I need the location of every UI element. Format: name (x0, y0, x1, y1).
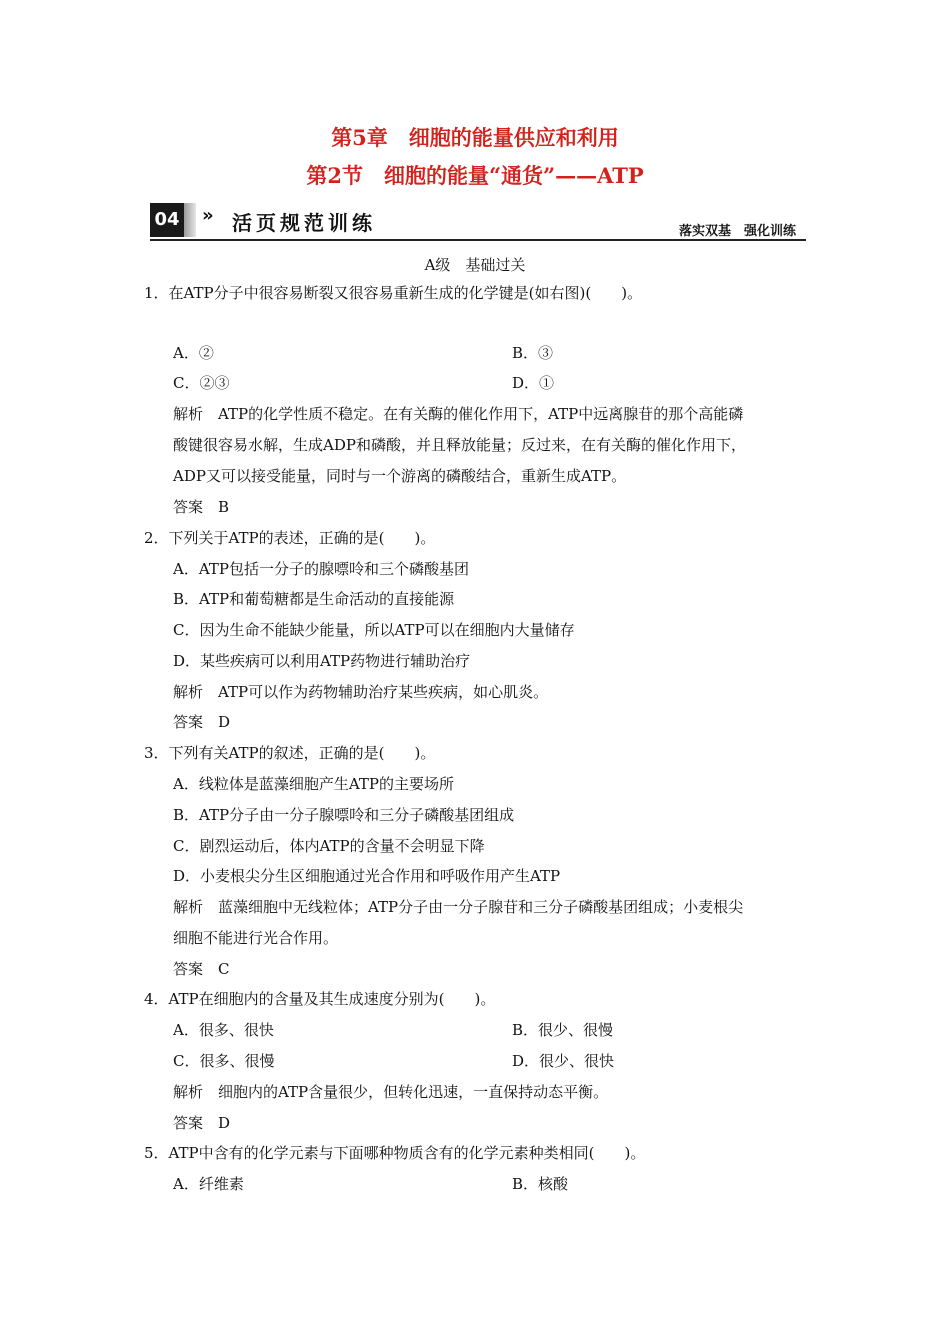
analysis-line: 细胞不能进行光合作用。 (173, 929, 339, 947)
option-a: A．很多、很快 (173, 1021, 274, 1039)
section-number-badge: 04 (150, 203, 184, 237)
option-a: A．ATP包括一分子的腺嘌呤和三个磷酸基团 (173, 560, 469, 578)
question-stem: 5．ATP中含有的化学元素与下面哪种物质含有的化学元素种类相同( )。 (144, 1144, 646, 1162)
analysis-line: 酸键很容易水解，生成ADP和磷酸，并且释放能量；反过来，在有关酶的催化作用下， (173, 436, 746, 454)
option-c: C．剧烈运动后，体内ATP的含量不会明显下降 (173, 837, 485, 855)
option-b: B．很少、很慢 (512, 1021, 614, 1039)
answer-line: 答案 C (173, 960, 230, 978)
analysis-line: ADP又可以接受能量，同时与一个游离的磷酸结合，重新生成ATP。 (173, 467, 627, 485)
option-c: C．因为生命不能缺少能量，所以ATP可以在细胞内大量储存 (173, 621, 575, 639)
option-a: A．线粒体是蓝藻细胞产生ATP的主要场所 (173, 775, 454, 793)
banner-title: 活页规范训练 (232, 211, 376, 235)
answer-line: 答案 D (173, 713, 231, 731)
analysis-line: 解析 细胞内的ATP含量很少，但转化迅速，一直保持动态平衡。 (173, 1083, 609, 1101)
question-stem: 3．下列有关ATP的叙述，正确的是( )。 (144, 744, 436, 762)
option-b: B．ATP和葡萄糖都是生命活动的直接能源 (173, 590, 455, 608)
analysis-line: 解析 ATP可以作为药物辅助治疗某些疾病，如心肌炎。 (173, 683, 549, 701)
question-stem: 2．下列关于ATP的表述，正确的是( )。 (144, 529, 436, 547)
analysis-line: 解析 ATP的化学性质不稳定。在有关酶的催化作用下，ATP中远离腺苷的那个高能磷 (173, 405, 744, 423)
analysis-line: 解析 蓝藻细胞中无线粒体；ATP分子由一分子腺苷和三分子磷酸基团组成；小麦根尖 (173, 898, 744, 916)
option-b: B．ATP分子由一分子腺嘌呤和三分子磷酸基团组成 (173, 806, 515, 824)
option-d: D．很少、很快 (512, 1052, 615, 1070)
section-title: 第2节 细胞的能量“通货”——ATP (306, 163, 644, 188)
double-chevron-icon: » (202, 205, 214, 226)
option-a: A．② (173, 344, 214, 362)
option-c: C．很多、很慢 (173, 1052, 275, 1070)
option-b: B．③ (512, 344, 554, 362)
question-stem: 1．在ATP分子中很容易断裂又很容易重新生成的化学键是(如右图)( )。 (144, 284, 643, 302)
option-a: A．纤维素 (173, 1175, 244, 1193)
answer-line: 答案 D (173, 1114, 231, 1132)
banner-subtitle: 落实双基 强化训练 (678, 224, 796, 239)
option-c: C．②③ (173, 374, 230, 392)
option-d: D．某些疾病可以利用ATP药物进行辅助治疗 (173, 652, 471, 670)
option-d: D．① (512, 374, 555, 392)
question-stem: 4．ATP在细胞内的含量及其生成速度分别为( )。 (144, 990, 496, 1008)
answer-line: 答案 B (173, 498, 230, 516)
badge-shadow (184, 203, 196, 237)
chapter-title: 第5章 细胞的能量供应和利用 (331, 125, 619, 150)
level-title: A级 基础过关 (424, 256, 526, 274)
banner-divider (150, 239, 806, 241)
option-b: B．核酸 (512, 1175, 569, 1193)
section-banner (150, 203, 806, 239)
option-d: D．小麦根尖分生区细胞通过光合作用和呼吸作用产生ATP (173, 867, 561, 885)
